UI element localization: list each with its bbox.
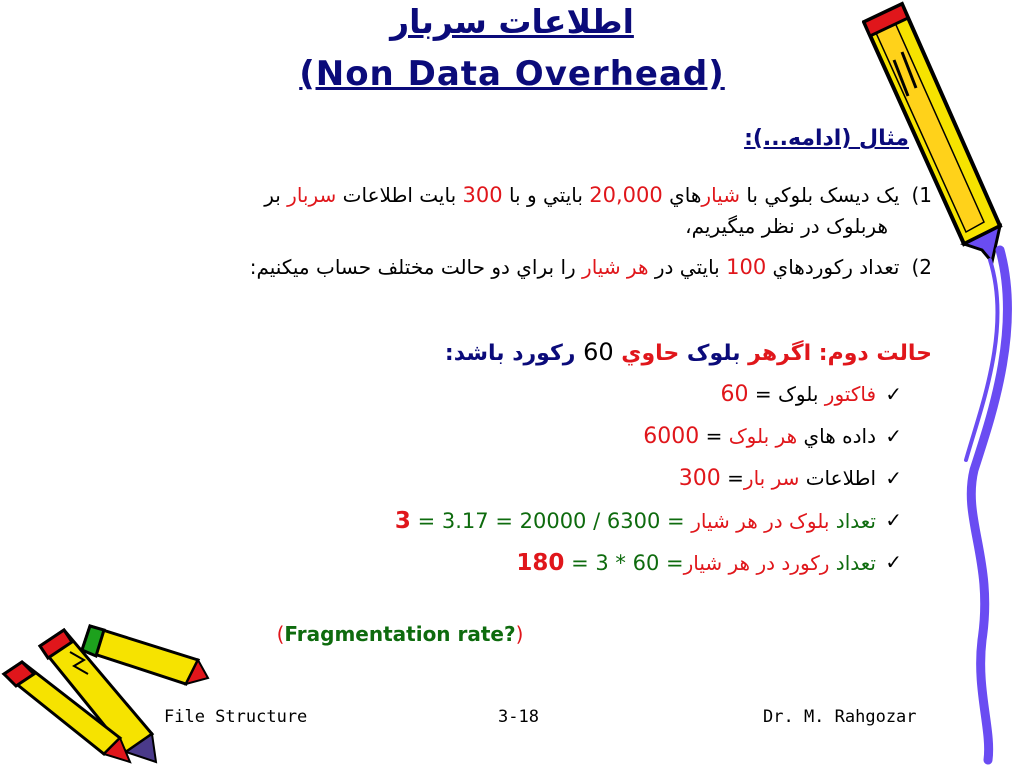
list-item: 1)یک دیسک بلوکي با شيارهاي 20,000 بايتي و با 300 بايت اطلاعات سربار بر: [264, 183, 932, 207]
check-item: ✓ تعداد بلوک در هر شيار = 6300 / 20000 = 3.17 = 3: [394, 508, 902, 534]
slide-title-persian: اطلاعات سربار: [390, 2, 634, 41]
slide-title-english: (Non Data Overhead): [299, 54, 725, 94]
footer-author: Dr. M. Rahgozar: [763, 707, 917, 727]
item-number: 1): [911, 183, 932, 207]
fragmentation-note: (Fragmentation rate?): [276, 622, 524, 646]
footer-course: File Structure: [164, 707, 308, 727]
check-item: ✓ اطلاعات سر بار= 300: [678, 466, 902, 491]
example-label: مثال (ادامه...):: [744, 126, 909, 151]
check-icon: ✓: [885, 550, 902, 574]
item-number: 2): [911, 255, 932, 279]
check-icon: ✓: [885, 466, 902, 490]
footer-page-number: 3-18: [498, 707, 539, 727]
check-icon: ✓: [885, 382, 902, 406]
check-item: ✓ تعداد رکورد در هر شيار= 60 * 3 = 180: [516, 550, 902, 576]
case-header: حالت دوم: اگرهر بلوک حاوي 60 رکورد باشد:: [444, 338, 932, 366]
check-item: ✓ داده هاي هر بلوک = 6000: [643, 424, 902, 449]
list-item-continuation: هربلوک در نظر ميگيريم،: [685, 214, 888, 238]
check-icon: ✓: [885, 424, 902, 448]
list-item: 2)تعداد رکوردهاي 100 بايتي در هر شيار را براي دو حالت مختلف حساب ميکنيم:: [249, 255, 932, 279]
check-item: ✓ فاکتور بلوک = 60: [720, 382, 902, 407]
check-icon: ✓: [885, 508, 902, 532]
